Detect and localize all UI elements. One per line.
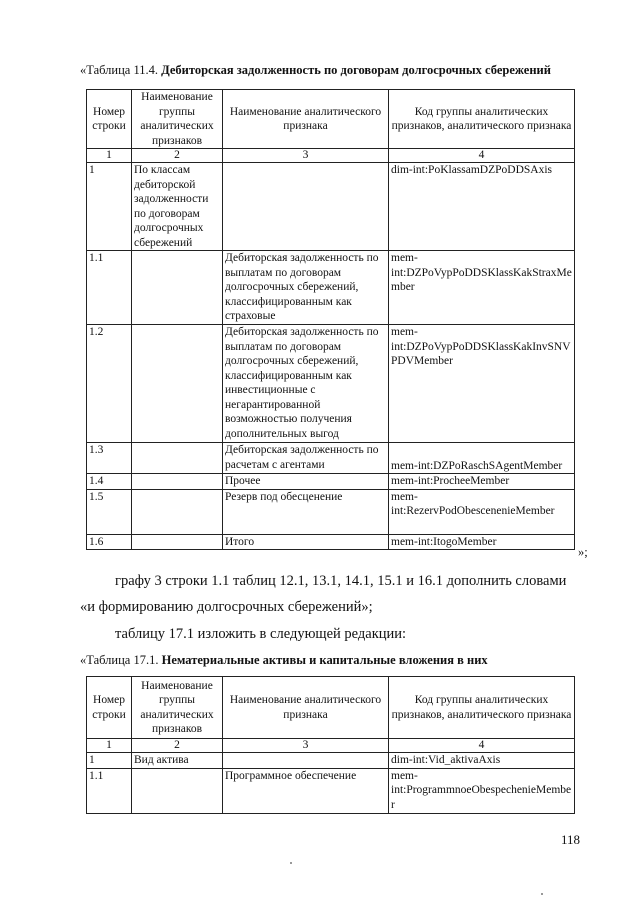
column-number-row [87, 149, 575, 163]
row-num: 1 [87, 753, 132, 769]
row-name: Дебиторская задолженность по выплатам по договорам долгосрочных сбережений, классифицированным как страховые [223, 251, 389, 325]
col-number: 4 [389, 149, 575, 163]
row-code: mem-int:ItogoMember [389, 534, 575, 550]
table-row [87, 251, 575, 325]
row-group [132, 474, 223, 490]
row-name: Дебиторская задолженность по расчетам с агентами [223, 443, 389, 474]
col-number: 1 [87, 149, 132, 163]
row-group: По классам дебиторской задолженности по договорам долгосрочных сбережений [132, 163, 223, 251]
header-num: Номер строки [87, 677, 132, 739]
row-code: mem-int:ProcheeMember [389, 474, 575, 490]
table-closing-mark: »; [578, 545, 588, 559]
row-group [132, 443, 223, 474]
row-code: mem-int:RezervPodObescenenieMember [389, 489, 575, 534]
paragraph: таблицу 17.1 изложить в следующей редакции: [115, 626, 407, 642]
row-name: Дебиторская задолженность по выплатам по договорам долгосрочных сбережений, классифицированным как инвестиционные с негарантированной возможностью получения дополнительных выгод [223, 325, 389, 443]
row-name: Итого [223, 534, 389, 550]
table-row [87, 489, 575, 534]
header-num: Номер строки [87, 90, 132, 149]
table-11-4-caption [80, 62, 600, 78]
page-number: 118 [561, 832, 581, 847]
table-row [87, 325, 575, 443]
row-num: 1.2 [87, 325, 132, 443]
row-name: Прочее [223, 474, 389, 490]
row-group [132, 489, 223, 534]
row-num: 1.5 [87, 489, 132, 534]
row-num: 1 [87, 163, 132, 251]
scan-speck [541, 893, 543, 895]
table-row [87, 753, 575, 769]
table-11-4 [86, 89, 575, 550]
row-name [223, 753, 389, 769]
row-name: Программное обеспечение [223, 768, 389, 813]
row-num: 1.1 [87, 768, 132, 813]
row-name [223, 163, 389, 251]
header-group: Наименование группы аналитических признаков [132, 677, 223, 739]
caption-prefix: «Таблица 17.1. [80, 653, 159, 667]
row-num: 1.1 [87, 251, 132, 325]
row-group [132, 325, 223, 443]
paragraph: «и формированию долгосрочных сбережений»; [80, 599, 373, 615]
row-name: Резерв под обесценение [223, 489, 389, 534]
row-code: mem-int:DZPoVypPoDDSKlassKakStraxMember [389, 251, 575, 325]
row-code: mem-int:DZPoRaschSAgentMember [389, 443, 575, 474]
row-code: mem-int:DZPoVypPoDDSKlassKakInvSNVPDVMember [389, 325, 575, 443]
header-row [87, 677, 575, 739]
caption-title: Дебиторская задолженность по договорам долгосрочных сбережений [161, 63, 551, 77]
table-row [87, 768, 575, 813]
row-code: dim-int:PoKlassamDZPoDDSAxis [389, 163, 575, 251]
row-code: mem-int:ProgrammnoeObespechenieMember [389, 768, 575, 813]
row-num: 1.4 [87, 474, 132, 490]
header-name: Наименование аналитического признака [223, 677, 389, 739]
header-name: Наименование аналитического признака [223, 90, 389, 149]
header-group: Наименование группы аналитических признаков [132, 90, 223, 149]
col-number: 2 [132, 149, 223, 163]
row-group: Вид актива [132, 753, 223, 769]
col-number: 4 [389, 739, 575, 753]
table-row [87, 163, 575, 251]
row-group [132, 768, 223, 813]
col-number: 1 [87, 739, 132, 753]
row-group [132, 251, 223, 325]
table-17-1 [86, 676, 575, 814]
row-group [132, 534, 223, 550]
caption-title: Нематериальные активы и капитальные вложения в них [161, 653, 488, 667]
column-number-row [87, 739, 575, 753]
table-17-1-caption [80, 652, 600, 668]
header-code: Код группы аналитических признаков, аналитического признака [389, 677, 575, 739]
header-row [87, 90, 575, 149]
header-code: Код группы аналитических признаков, аналитического признака [389, 90, 575, 149]
caption-prefix: «Таблица 11.4. [80, 63, 158, 77]
col-number: 3 [223, 739, 389, 753]
paragraph: графу 3 строки 1.1 таблиц 12.1, 13.1, 14.1, 15.1 и 16.1 дополнить словами [115, 573, 567, 589]
row-code: dim-int:Vid_aktivaAxis [389, 753, 575, 769]
row-num: 1.3 [87, 443, 132, 474]
scan-speck [290, 862, 292, 864]
row-num: 1.6 [87, 534, 132, 550]
table-row [87, 534, 575, 550]
table-row [87, 443, 575, 474]
col-number: 2 [132, 739, 223, 753]
table-row [87, 474, 575, 490]
col-number: 3 [223, 149, 389, 163]
